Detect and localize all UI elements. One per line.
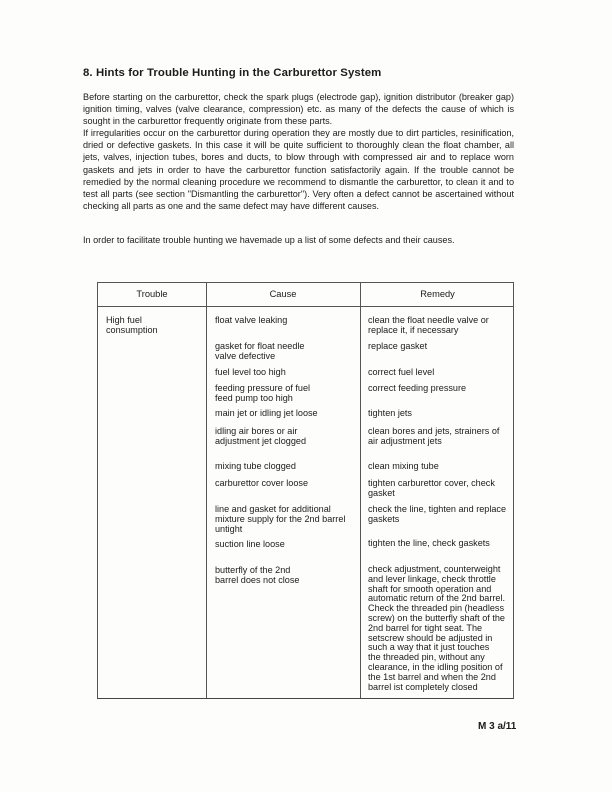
remedy-cell: clean mixing tube <box>368 461 439 471</box>
trouble-cell: High fuel consumption <box>106 315 158 335</box>
cause-cell: line and gasket for additional mixture supply for the 2nd barrel untight <box>215 504 346 534</box>
cause-cell: mixing tube clogged <box>215 461 296 471</box>
cause-cell: float valve leaking <box>215 315 288 325</box>
header-divider <box>98 306 513 307</box>
column-divider <box>360 283 361 698</box>
list-intro-paragraph: In order to facilitate trouble hunting we havemade up a list of some defects and their causes. <box>83 235 455 245</box>
remedy-cell: tighten carburettor cover, check gasket <box>368 478 495 498</box>
remedy-cell: correct feeding pressure <box>368 383 467 393</box>
cause-cell: carburettor cover loose <box>215 478 309 488</box>
remedy-cell: tighten the line, check gaskets <box>368 538 490 548</box>
remedy-cell: check adjustment, counterweight and lever linkage, check throttle shaft for smooth operation and automatic return of the 2nd barrel. Check the threaded pin (headless screw) on the butterfly shaft of the 2nd barrel for tight seat. The setscrew should be adjusted in such a way that it just touches the threaded pin, without any clearance, in the idling position of the 1st barrel and when the 2nd barrel ist completely closed <box>368 564 505 692</box>
cause-cell: feeding pressure of fuel feed pump too high <box>215 383 311 403</box>
header-remedy: Remedy <box>420 289 455 299</box>
section-title: 8. Hints for Trouble Hunting in the Carburettor System <box>83 67 382 79</box>
cause-cell: suction line loose <box>215 539 285 549</box>
header-trouble: Trouble <box>136 289 168 299</box>
intro-paragraph: Before starting on the carburettor, check the spark plugs (electrode gap), ignition distributor (breaker gap) ignition timing, valves (valve clearance, compression) etc. as many of the defects the cause of which is sought in the carburettor frequently originate from these parts. <box>83 92 514 127</box>
page-number: M 3 a/11 <box>478 721 517 732</box>
remedy-cell: clean the float needle valve or replace it, if necessary <box>368 315 489 335</box>
cause-cell: main jet or idling jet loose <box>215 408 318 418</box>
trouble-table <box>97 282 514 699</box>
cause-cell: butterfly of the 2nd barrel does not close <box>215 565 300 585</box>
irregularities-paragraph: If irregularities occur on the carburettor during operation they are mostly due to dirt particles, resinification, dried or defective gaskets. In this case it will be quite sufficient to thoroughly clean the float chamber, all jets, valves, injection tubes, bores and ducts, to blow through with compressed air and to replace worn gaskets and jets in order to have the carburettor function satisfactorily again. If the trouble cannot be remedied by the normal cleaning procedure we recommend to dismantle the carburettor, to clean it and to test all parts (see section "Dismantling the carburettor"). Very often a defect cannot be ascertained without checking all parts as one and the same defect may have different causes. <box>83 128 514 212</box>
remedy-cell: replace gasket <box>368 341 428 351</box>
cause-cell: fuel level too high <box>215 367 286 377</box>
remedy-cell: correct fuel level <box>368 367 435 377</box>
cause-cell: idling air bores or air adjustment jet clogged <box>215 426 306 446</box>
remedy-cell: clean bores and jets, strainers of air adjustment jets <box>368 426 500 446</box>
remedy-cell: check the line, tighten and replace gaskets <box>368 504 507 524</box>
cause-cell: gasket for float needle valve defective <box>215 341 305 361</box>
remedy-cell: tighten jets <box>368 408 412 418</box>
header-cause: Cause <box>269 289 297 299</box>
column-divider <box>206 283 207 698</box>
